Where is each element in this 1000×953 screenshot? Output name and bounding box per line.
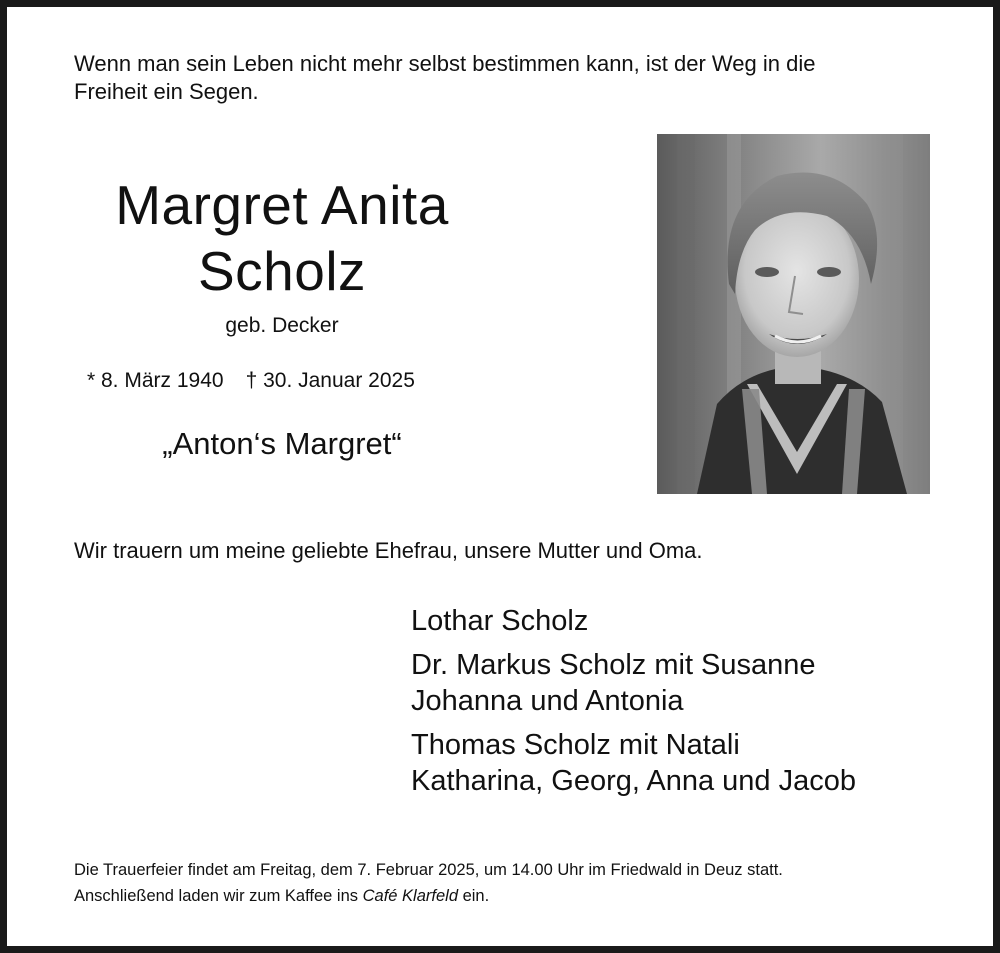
- funeral-line-2-prefix: Anschließend laden wir zum Kaffee ins: [74, 887, 363, 905]
- family-member-line: Lothar Scholz: [411, 605, 589, 637]
- funeral-line-1: Die Trauerfeier findet am Freitag, dem 7. Februar 2025, um 14.00 Uhr im Friedwald in Deuz statt.: [74, 861, 783, 879]
- funeral-details: [74, 857, 954, 909]
- family-member: [411, 603, 951, 639]
- deceased-name-last: Scholz: [197, 240, 367, 302]
- mourning-statement: Wir trauern um meine geliebte Ehefrau, unsere Mutter und Oma.: [74, 538, 703, 563]
- family-member: [411, 727, 951, 799]
- death-date: † 30. Januar 2025: [245, 369, 415, 392]
- life-dates: [87, 367, 415, 395]
- birth-date: * 8. März 1940: [87, 369, 224, 392]
- maiden-name: geb. Decker: [225, 314, 339, 337]
- nickname: „Anton‘s Margret“: [162, 426, 402, 461]
- family-member: [411, 647, 951, 719]
- funeral-line-2-suffix: ein.: [458, 887, 490, 905]
- deceased-name-first: Margret Anita: [115, 174, 449, 236]
- funeral-line-2: [74, 883, 954, 909]
- motto-line-1: Wenn man sein Leben nicht mehr selbst bestimmen kann, ist der Weg in die: [74, 51, 816, 76]
- motto-quote: [74, 50, 934, 106]
- cafe-name: Café Klarfeld: [362, 887, 458, 905]
- deceased-name-block: [67, 172, 497, 340]
- family-member-line: Johanna und Antonia: [411, 685, 684, 717]
- family-list: [411, 603, 951, 807]
- motto-line-2: Freiheit ein Segen.: [74, 79, 259, 104]
- family-member-line: Katharina, Georg, Anna und Jacob: [411, 765, 856, 797]
- family-member-line: Thomas Scholz mit Natali: [411, 729, 740, 761]
- portrait-photo: [657, 134, 930, 494]
- family-member-line: Dr. Markus Scholz mit Susanne: [411, 649, 816, 681]
